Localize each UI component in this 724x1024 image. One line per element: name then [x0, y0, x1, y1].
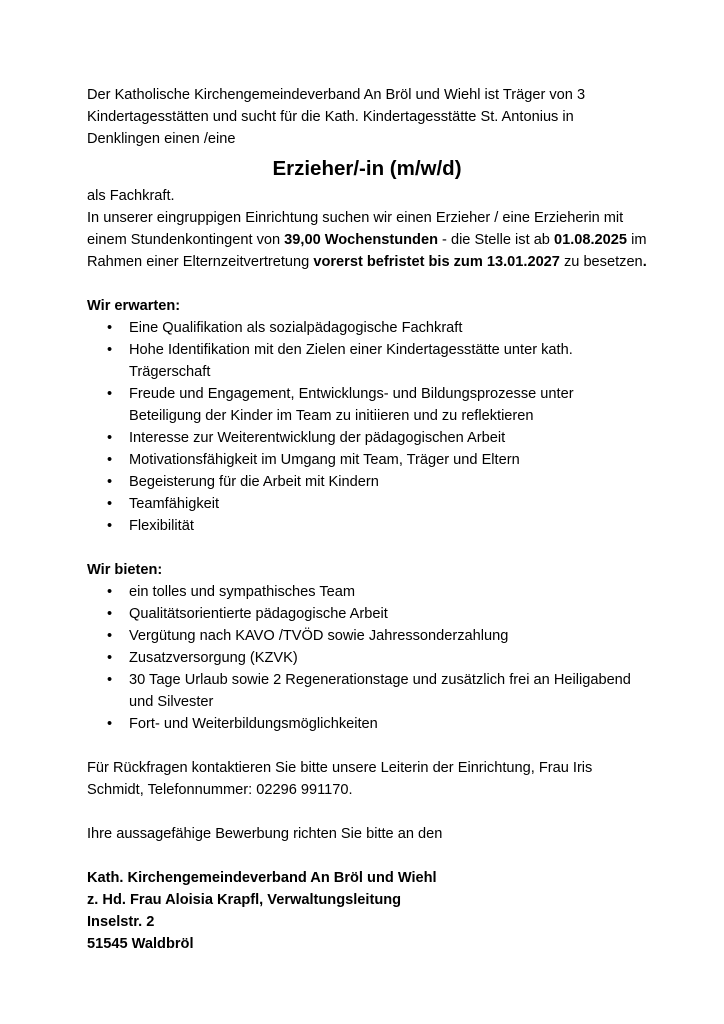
list-item [87, 515, 647, 537]
bullet-icon: • [107, 342, 113, 358]
list-item-text: Teamfähigkeit [129, 496, 220, 512]
list-item [87, 317, 647, 339]
offer-list [87, 581, 647, 735]
details-text-4: zu besetzen [559, 254, 643, 270]
start-date: 01.08.2025 [553, 232, 628, 248]
address-organization: Kath. Kirchengemeindeverband An Bröl und Wiehl [87, 870, 437, 886]
address-city: 51545 Waldbröl [87, 936, 194, 952]
address-attention: z. Hd. Frau Aloisia Krapfl, Verwaltungsleitung [87, 892, 402, 908]
contact-paragraph: Für Rückfragen kontaktieren Sie bitte unsere Leiterin der Einrichtung, Frau Iris Schmidt, Telefonnummer: 02296 991170. [87, 760, 593, 798]
expect-heading: Wir erwarten: [87, 298, 181, 314]
offer-heading: Wir bieten: [87, 562, 163, 578]
list-item-text: Zusatzversorgung (KZVK) [129, 650, 298, 666]
list-item-text: Flexibilität [129, 518, 194, 534]
details-text-3: im Rahmen einer Elternzeitvertretung [87, 232, 647, 270]
list-item-text: ein tolles und sympathisches Team [129, 584, 356, 600]
role-line: als Fachkraft. [87, 188, 175, 204]
list-item [87, 603, 647, 625]
list-item [87, 493, 647, 515]
list-item [87, 449, 647, 471]
list-item-text: Motivationsfähigkeit im Umgang mit Team, Träger und Eltern [129, 452, 520, 468]
intro-paragraph: Der Katholische Kirchengemeindeverband An Bröl und Wiehl ist Träger von 3 Kindertagesstätten und sucht für die Kath. Kindertagesstätte St. Antonius in Denklingen einen /eine [87, 87, 586, 147]
list-item [87, 471, 647, 493]
list-item [87, 669, 647, 713]
apply-paragraph: Ihre aussagefähige Bewerbung richten Sie bitte an den [87, 826, 443, 842]
details-paragraph [87, 207, 647, 273]
bullet-icon: • [107, 430, 113, 446]
bullet-icon: • [107, 474, 113, 490]
list-item-text: Fort- und Weiterbildungsmöglichkeiten [129, 716, 378, 732]
details-text-2: - die Stelle ist ab [437, 232, 554, 248]
list-item-text: Eine Qualifikation als sozialpädagogische Fachkraft [129, 320, 463, 336]
bullet-icon: • [107, 672, 113, 688]
bullet-icon: • [107, 628, 113, 644]
job-posting-document [87, 84, 647, 955]
list-item-text: Hohe Identifikation mit den Zielen einer Kindertagesstätte unter kath. Trägerschaft [129, 342, 573, 380]
expect-list [87, 317, 647, 537]
list-item [87, 581, 647, 603]
bullet-icon: • [107, 650, 113, 666]
bullet-icon: • [107, 496, 113, 512]
postal-address [87, 867, 647, 955]
limited-until: vorerst befristet bis zum 13.01.2027 [313, 254, 560, 270]
list-item-text: Qualitätsorientierte pädagogische Arbeit [129, 606, 388, 622]
list-item-text: 30 Tage Urlaub sowie 2 Regenerationstage und zusätzlich frei an Heiligabend und Silvester [129, 672, 631, 710]
list-item-text: Vergütung nach KAVO /TVÖD sowie Jahressonderzahlung [129, 628, 509, 644]
bullet-icon: • [107, 584, 113, 600]
list-item-text: Freude und Engagement, Entwicklungs- und Bildungsprozesse unter Beteiligung der Kinder im Team zu initiieren und zu reflektieren [129, 386, 574, 424]
bullet-icon: • [107, 452, 113, 468]
list-item [87, 647, 647, 669]
list-item [87, 625, 647, 647]
list-item [87, 427, 647, 449]
details-end-punct: . [642, 254, 647, 270]
bullet-icon: • [107, 606, 113, 622]
weekly-hours: 39,00 Wochenstunden [284, 232, 438, 248]
address-street: Inselstr. 2 [87, 914, 155, 930]
list-item-text: Interesse zur Weiterentwicklung der pädagogischen Arbeit [129, 430, 506, 446]
list-item [87, 339, 647, 383]
bullet-icon: • [107, 518, 113, 534]
list-item-text: Begeisterung für die Arbeit mit Kindern [129, 474, 379, 490]
bullet-icon: • [107, 320, 113, 336]
details-text-1: In unserer eingruppigen Einrichtung suchen wir einen Erzieher / eine Erzieherin mit einem Stundenkontingent von [87, 210, 624, 248]
bullet-icon: • [107, 716, 113, 732]
bullet-icon: • [107, 386, 113, 402]
list-item [87, 713, 647, 735]
job-title: Erzieher/-in (m/w/d) [272, 157, 462, 180]
list-item [87, 383, 647, 427]
